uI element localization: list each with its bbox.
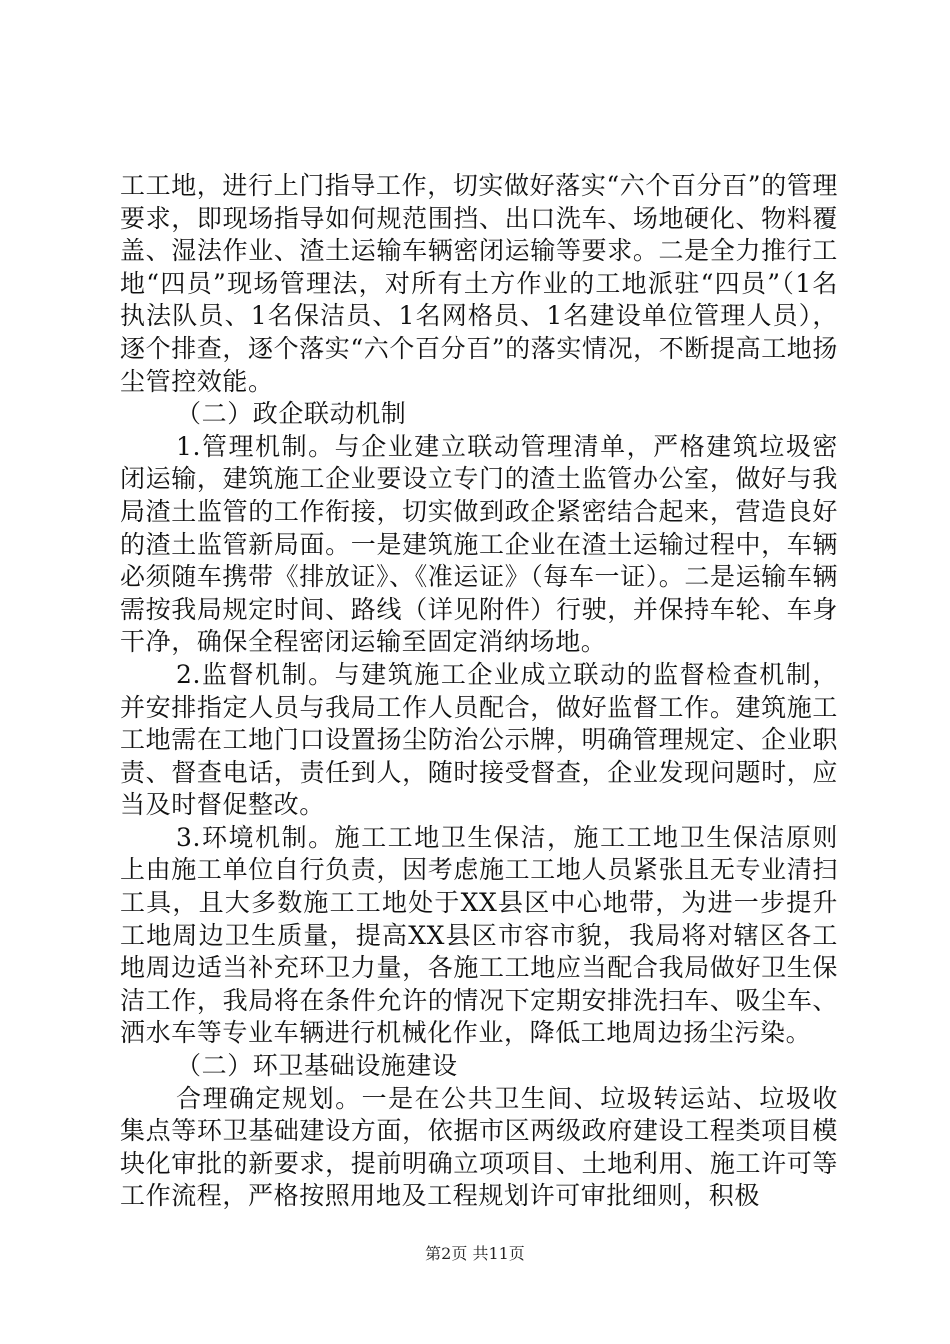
paragraph-planning: 合理确定规划。一是在公共卫生间、垃圾转运站、垃圾收集点等环卫基础建设方面，依据市区两级政府建设工程类项目模块化审批的新要求，提前明确立项项目、土地利用、施工许可等工作流程，严格按照用地及工程规划许可审批细则，积极 (120, 1083, 838, 1211)
paragraph-continuation: 工工地，进行上门指导工作，切实做好落实“六个百分百”的管理要求，即现场指导如何规范围挡、出口洗车、场地硬化、物料覆盖、湿法作业、渣土运输车辆密闭运输等要求。二是全力推行工地“四员”现场管理法，对所有土方作业的工地派驻“四员”（1名执法队员、1名保洁员、1名网格员、1名建设单位管理人员），逐个排查，逐个落实“六个百分百”的落实情况，不断提高工地扬尘管控效能。 (120, 171, 838, 396)
page-number-footer: 第2页 共11页 (425, 1244, 525, 1263)
paragraph-environment-mechanism: 3.环境机制。施工工地卫生保洁，施工工地卫生保洁原则上由施工单位自行负责，因考虑施工工地人员紧张且无专业清扫工具，且大多数施工工地处于XX县区中心地带，为进一步提升工地周边卫生质量，提高XX县区市容市貌，我局将对辖区各工地周边适当补充环卫力量，各施工工地应当配合我局做好卫生保洁工作，我局将在条件允许的情况下定期安排洗扫车、吸尘车、洒水车等专业车辆进行机械化作业，降低工地周边扬尘污染。 (120, 822, 838, 1048)
paragraph-management-mechanism: 1.管理机制。与企业建立联动管理清单，严格建筑垃圾密闭运输，建筑施工企业要设立专门的渣土监管办公室，做好与我局渣土监管的工作衔接，切实做到政企紧密结合起来，营造良好的渣土监管新局面。一是建筑施工企业在渣土运输过程中，车辆必须随车携带《排放证》、《准运证》（每车一证）。二是运输车辆需按我局规定时间、路线（详见附件）行驶，并保持车轮、车身干净，确保全程密闭运输至固定消纳场地。 (120, 431, 839, 657)
document-body (120, 170, 838, 1213)
section-heading-sanitation-infrastructure: （二）环卫基础设施建设 (176, 1051, 458, 1081)
paragraph-supervision-mechanism: 2.监督机制。与建筑施工企业成立联动的监督检查机制，并安排指定人员与我局工作人员配合，做好监督工作。建筑施工工地需在工地门口设置扬尘防治公示牌，明确管理规定、企业职责、督查电话，责任到人，随时接受督查，企业发现问题时，应当及时督促整改。 (120, 659, 838, 820)
section-heading-policy-linkage: （二）政企联动机制 (176, 399, 407, 429)
